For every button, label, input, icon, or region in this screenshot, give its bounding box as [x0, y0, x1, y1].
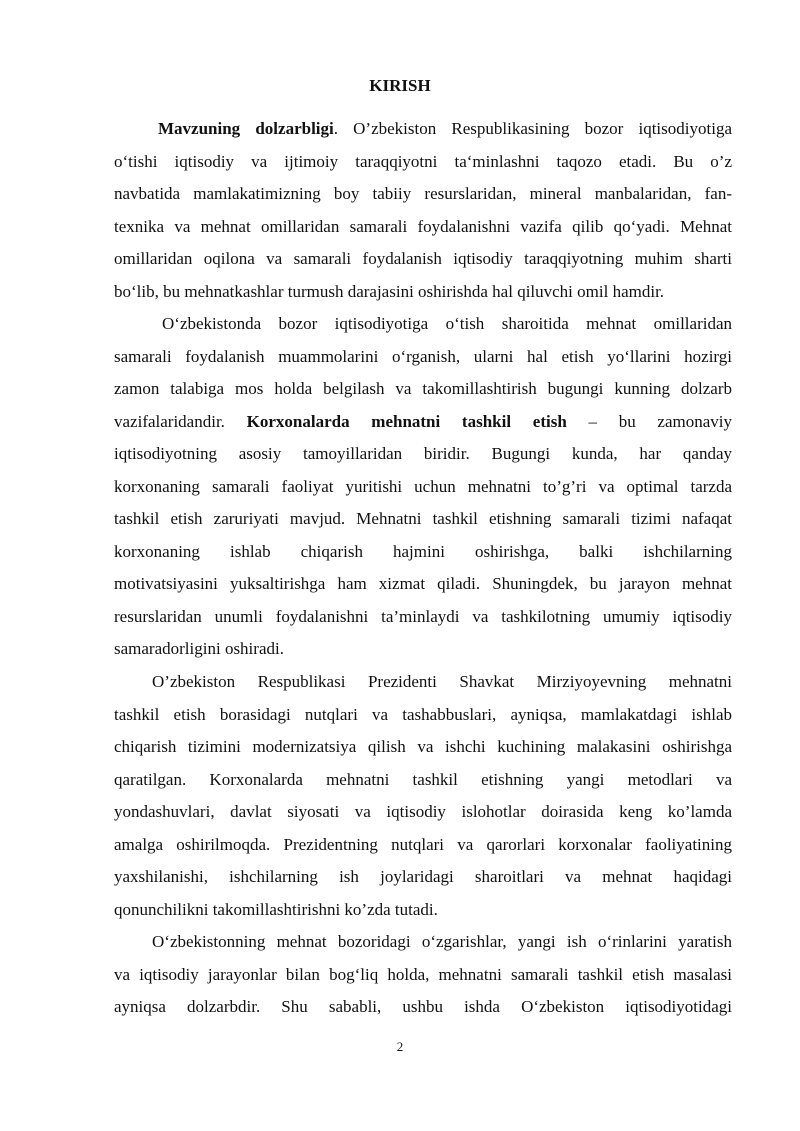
- line-text: motivatsiyasini yuksaltirishga ham xizmat qiladi. Shuningdek, bu jarayon mehnat: [114, 574, 732, 593]
- line-text: zamon talabiga mos holda belgilash va takomillashtirish bugungi kunning dolzarb: [114, 379, 732, 398]
- text-line: [114, 894, 732, 927]
- paragraph-relevance: [114, 113, 732, 308]
- line-text: samaradorligini oshiradi.: [114, 639, 284, 658]
- text-line: [114, 211, 732, 244]
- text-line: [114, 699, 732, 732]
- text-line: [114, 406, 732, 439]
- text-line: [114, 178, 732, 211]
- line-text: qaratilgan. Korxonalarda mehnatni tashkil etishning yangi metodlari va: [114, 769, 732, 789]
- line-text: . O’zbekiston Respublikasining bozor iqtisodiyotiga: [333, 119, 732, 138]
- text-line: [114, 861, 732, 894]
- line-text: O‘zbekistonning mehnat bozoridagi o‘zgarishlar, yangi ish o‘rinlarini yaratish: [152, 932, 732, 951]
- text-line: [114, 113, 732, 146]
- line-text: yondashuvlari, davlat siyosati va iqtisodiy islohotlar doirasida keng ko’lamda: [114, 802, 732, 821]
- text-line: [114, 991, 732, 1024]
- text-line: [114, 243, 732, 276]
- line-text: vazifalaridandir.: [114, 411, 247, 431]
- text-line: [114, 601, 732, 634]
- line-text: O’zbekiston Respublikasi Prezidenti Shavkat Mirziyoyevning mehnatni: [152, 672, 732, 691]
- line-text: chiqarish tizimini modernizatsiya qilish va ishchi kuchining malakasini oshirishga: [114, 737, 732, 756]
- line-text: resurslaridan unumli foydalanishni ta’minlaydi va tashkilotning umumiy iqtisodiy: [114, 606, 732, 626]
- line-text: korxonaning samarali faoliyat yuritishi uchun mehnatni to’g’ri va optimal tarzda: [114, 476, 732, 496]
- line-text: ayniqsa dolzarbdir. Shu sababli, ushbu ishda O‘zbekiston iqtisodiyotidagi: [114, 997, 732, 1016]
- line-text: – bu zamonaviy: [566, 411, 732, 431]
- line-text: amalga oshirilmoqda. Prezidentning nutqlari va qarorlari korxonalar faoliyatining: [114, 834, 732, 854]
- text-line: [114, 438, 732, 471]
- text-line: [114, 503, 732, 536]
- document-title: KIRISH: [369, 76, 431, 95]
- line-text: samarali foydalanish muammolarini o‘rganish, ularni hal etish yo‘llarini hozirgi: [114, 346, 732, 366]
- text-line: [114, 731, 732, 764]
- text-line: [114, 373, 732, 406]
- text-line: [114, 536, 732, 569]
- line-text: qonunchilikni takomillashtirishni ko’zda tutadi.: [114, 899, 438, 919]
- text-line: [114, 568, 732, 601]
- text-line: [114, 829, 732, 862]
- text-line: [114, 633, 732, 666]
- paragraph-labor-market: [114, 926, 732, 1024]
- text-line: [114, 341, 732, 374]
- line-text: iqtisodiyotning asosiy tamoyillaridan biridir. Bugungi kunda, har qanday: [114, 444, 732, 463]
- text-line: [114, 666, 732, 699]
- line-text: omillaridan oqilona va samarali foydalanish iqtisodiy taraqqiyotning muhim sharti: [114, 249, 732, 268]
- line-text: korxonaning ishlab chiqarish hajmini oshirishga, balki ishchilarning: [114, 541, 732, 561]
- line-text: tashkil etish borasidagi nutqlari va tashabbuslari, ayniqsa, mamlakatdagi ishlab: [114, 704, 732, 724]
- page-number: 2: [396, 1039, 404, 1054]
- line-text: o‘tishi iqtisodiy va ijtimoiy taraqqiyotni ta‘minlashni taqozo etadi. Bu o’z: [114, 151, 732, 171]
- text-line: [114, 276, 732, 309]
- text-line: [114, 959, 732, 992]
- text-line: [114, 146, 732, 179]
- text-line: [114, 926, 732, 959]
- line-text: yaxshilanishi, ishchilarning ish joylaridagi sharoitlari va mehnat haqidagi: [114, 867, 732, 886]
- line-text: bo‘lib, bu mehnatkashlar turmush darajasini oshirishda hal qiluvchi omil hamdir.: [114, 281, 665, 301]
- line-text: navbatida mamlakatimizning boy tabiiy resurslaridan, mineral manbalaridan, fan-: [114, 184, 732, 203]
- bold-term: Korxonalarda mehnatni tashkil etish: [246, 411, 567, 431]
- text-line: [114, 796, 732, 829]
- text-line: [114, 764, 732, 797]
- line-text: O‘zbekistonda bozor iqtisodiyotiga o‘tish sharoitida mehnat omillaridan: [162, 314, 732, 333]
- line-text: texnika va mehnat omillaridan samarali foydalanishni vazifa qilib qo‘yadi. Mehnat: [114, 216, 732, 236]
- line-text: tashkil etish zaruriyati mavjud. Mehnatni tashkil etishning samarali tizimi nafaqat: [114, 509, 732, 528]
- paragraph-president-initiatives: [114, 666, 732, 926]
- text-line: [114, 308, 732, 341]
- text-line: [114, 471, 732, 504]
- bold-term: Mavzuning dolzarbligi: [158, 119, 334, 138]
- line-text: va iqtisodiy jarayonlar bilan bog‘liq holda, mehnatni samarali tashkil etish masalasi: [114, 964, 732, 984]
- paragraph-labor-organization: [114, 308, 732, 666]
